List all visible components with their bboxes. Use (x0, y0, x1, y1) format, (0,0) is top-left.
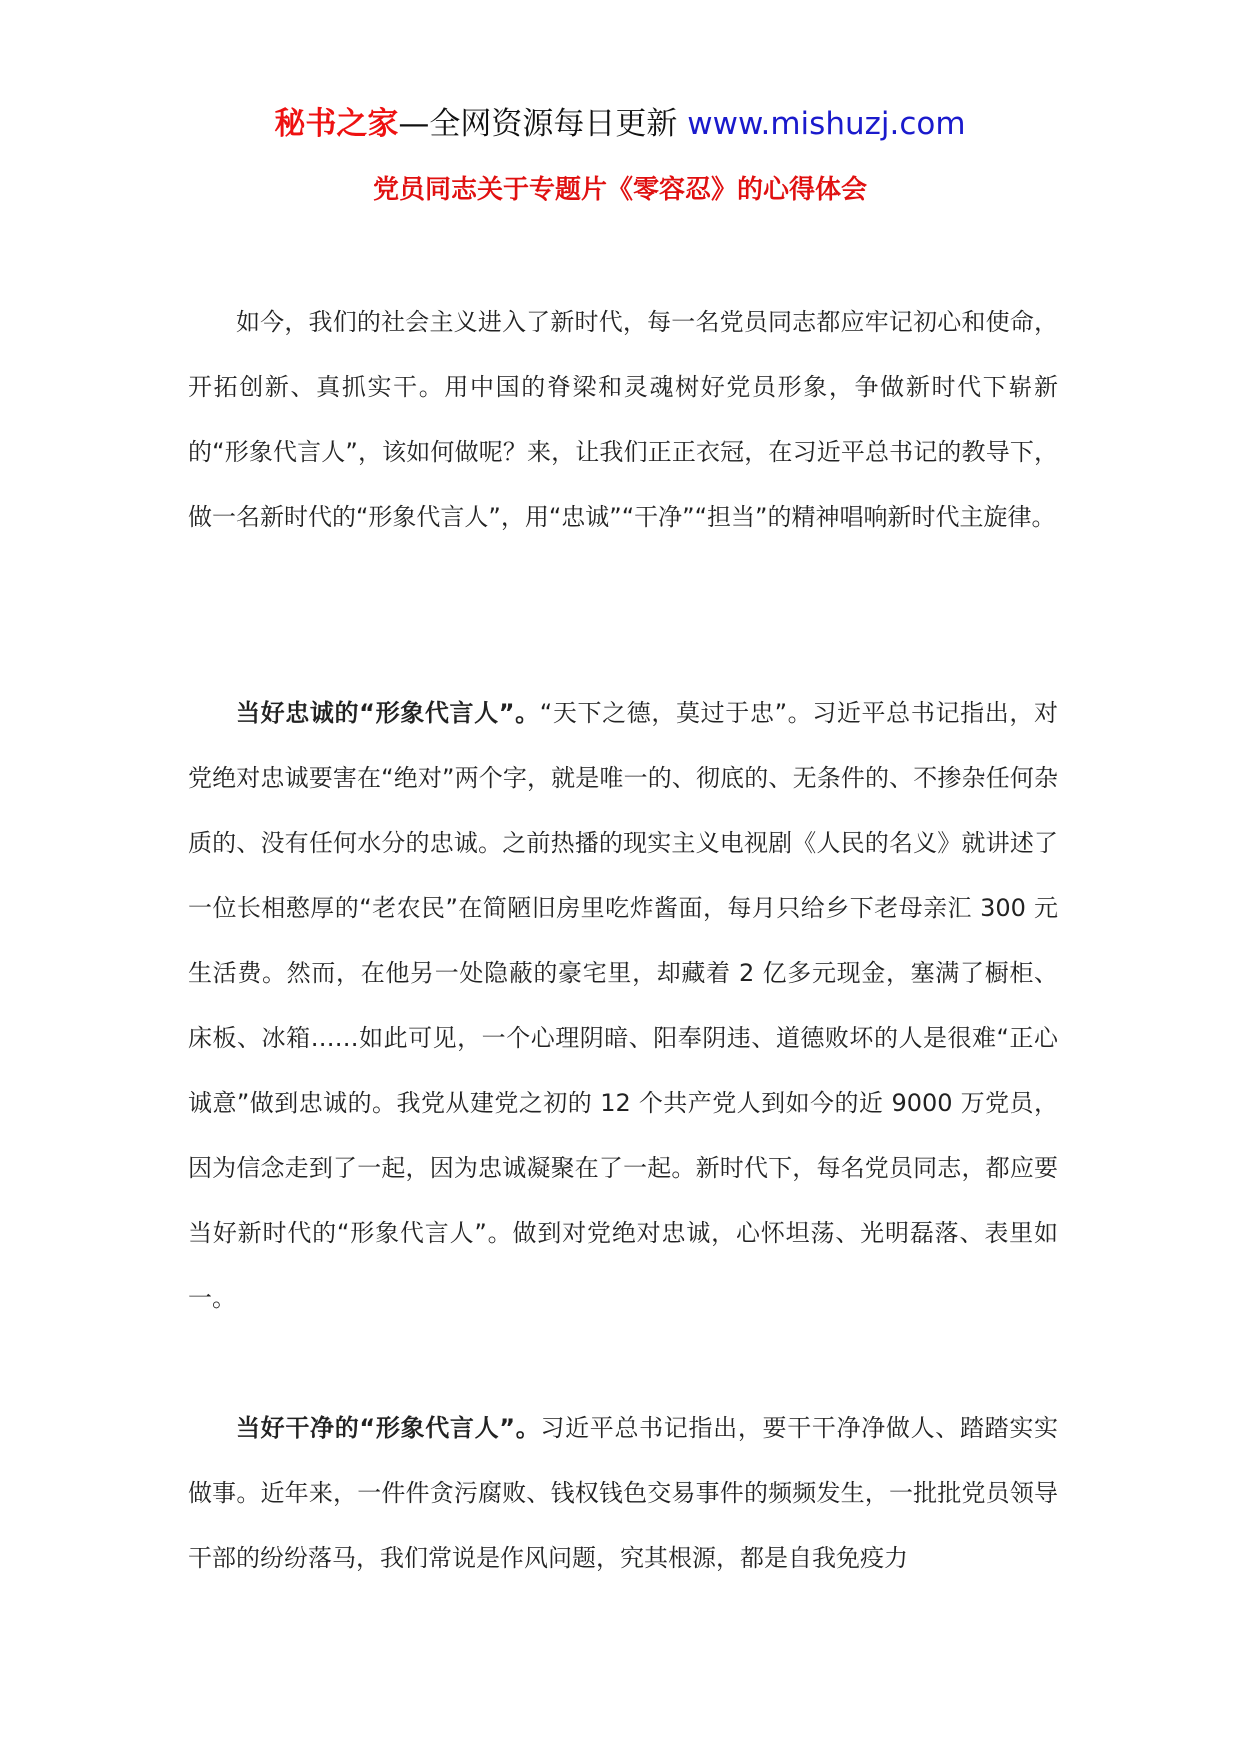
paragraph-text: 习近平总书记指出，要干干净净做人、踏踏实实做事。近年来，一件件贪污腐败、钱权钱色交易事件的频频发生，一批批党员领导干部的纷纷落马，我们常说是作风问题，究其根源，都是自我免疫力 (188, 1414, 1059, 1572)
paragraph (188, 681, 1058, 1331)
header-tagline: —全网资源每日更新 (398, 106, 678, 142)
paragraph-lead: 当好干净的“形象代言人”。 (236, 1414, 541, 1442)
document-title: 党员同志关于专题片《零容忍》的心得体会 (372, 175, 867, 205)
paragraph (188, 1396, 1058, 1591)
brand-name: 秘书之家 (274, 106, 399, 142)
site-url-link[interactable]: www.mishuzj.com (687, 106, 966, 142)
paragraph-text: 如今，我们的社会主义进入了新时代，每一名党员同志都应牢记初心和使命，开拓创新、真抓实干。用中国的脊梁和灵魂树好党员形象，争做新时代下崭新的“形象代言人”，该如何做呢？来，让我们正正衣冠，在习近平总书记的教导下，做一名新时代的“形象代言人”，用“忠诚”“干净”“担当”的精神唱响新时代主旋律。 (188, 308, 1058, 531)
site-header (0, 104, 1240, 144)
paragraph-lead: 当好忠诚的“形象代言人”。 (236, 699, 540, 727)
paragraph-integrity (188, 1396, 1058, 1591)
paragraph-intro (188, 290, 1058, 550)
paragraph (188, 290, 1058, 550)
paragraph-text: “天下之德，莫过于忠”。习近平总书记指出，对党绝对忠诚要害在“绝对”两个字，就是唯一的、彻底的、无条件的、不掺杂任何杂质的、没有任何水分的忠诚。之前热播的现实主义电视剧《人民的名义》就讲述了一位长相憨厚的“老农民”在简陋旧房里吃炸酱面，每月只给乡下老母亲汇 300 元生活费。然而，在他另一处隐蔽的豪宅里，却藏着 2 亿多元现金，塞满了橱柜、床板、冰箱……如此可见，一个心理阴暗、阳奉阴违、道德败坏的人是很难“正心诚意”做到忠诚的。我党从建党之初的 12 个共产党人到如今的近 9000 万党员，因为信念走到了一起，因为忠诚凝聚在了一起。新时代下，每名党员同志，都应要当好新时代的“形象代言人”。做到对党绝对忠诚，心怀坦荡、光明磊落、表里如一。 (188, 699, 1058, 1312)
paragraph-loyalty (188, 681, 1058, 1331)
